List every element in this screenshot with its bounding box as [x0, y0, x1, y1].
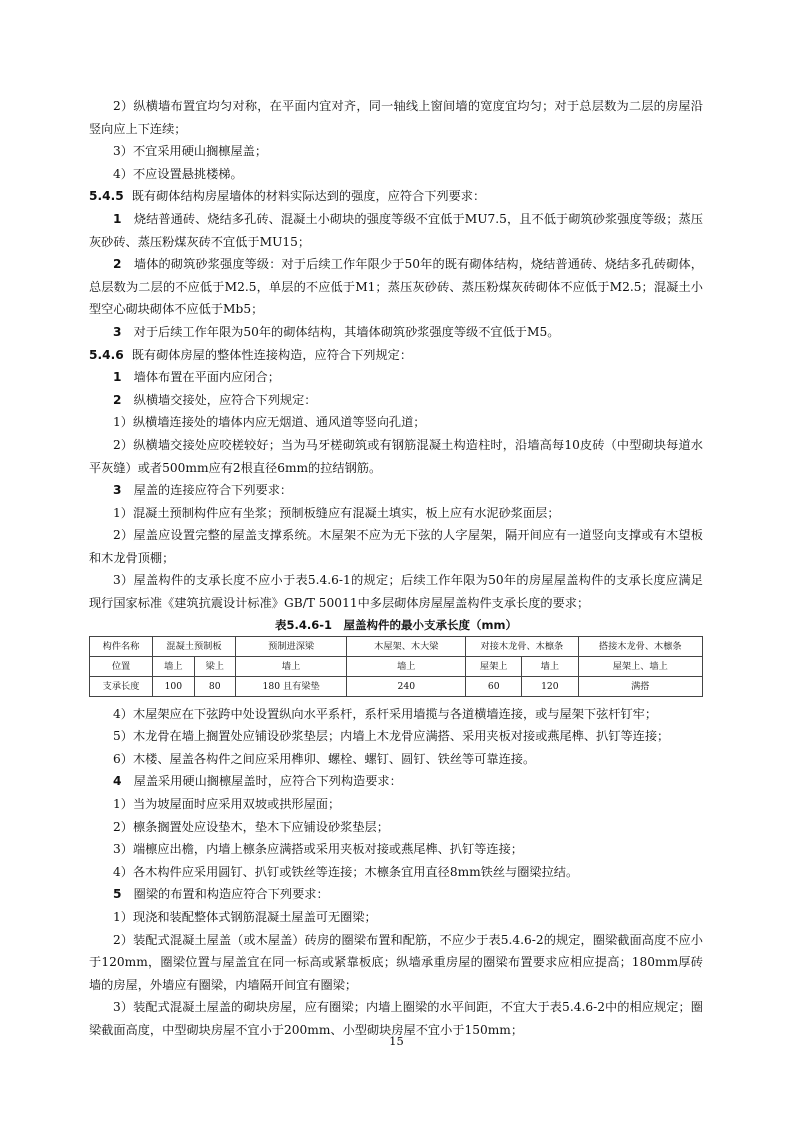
table-cell: 屋架上、墙上 [578, 656, 702, 676]
table-cell: 梁上 [194, 656, 235, 676]
list-item: 2 墙体的砌筑砂浆强度等级：对于后续工作年限少于50年的既有砌体结构，烧结普通砖、烧结多孔砖砌体，总层数为二层的不应低于M2.5，单层的不应低于M1；蒸压灰砂砖、蒸压粉煤灰砖砌体不应低于M2.5；混凝土小型空心砌块砌体不应低于Mb5； [89, 257, 703, 317]
sub-item: 6）木楼、屋盖各构件之间应采用榫卯、螺栓、螺钉、圆钉、铁丝等可靠连接。 [113, 751, 536, 766]
support-length-table [89, 636, 703, 697]
sub-item: 1）当为坡屋面时应采用双坡或拱形屋面； [113, 797, 341, 812]
table-cell: 满搭 [578, 676, 702, 696]
section-5-4-5 [89, 185, 703, 208]
table-cell: 240 [347, 676, 466, 696]
table-cell: 木屋架、木大梁 [347, 636, 466, 656]
sub-item: 3）端檩应出檐，内墙上檩条应满搭或采用夹板对接或燕尾榫、扒钉等连接； [113, 842, 523, 857]
table-cell: 预制进深梁 [235, 636, 346, 656]
table-row [90, 656, 703, 676]
document-body [89, 95, 703, 1042]
table-cell: 屋架上 [466, 656, 522, 676]
table-cell: 墙上 [235, 656, 346, 676]
list-item: 1 烧结普通砖、烧结多孔砖、混凝土小砌块的强度等级不宜低于MU7.5，且不低于砌筑砂浆强度等级；蒸压灰砂砖、蒸压粉煤灰砖不宜低于MU15； [89, 211, 703, 249]
table-cell: 80 [194, 676, 235, 696]
sub-item: 2）装配式混凝土屋盖（或木屋盖）砖房的圈梁布置和配筋，不应少于表5.4.6-2的规定，圈梁截面高度不应小于120mm，圈梁位置与屋盖宜在同一标高或紧靠板底；纵墙承重房屋的圈梁布置要求应相应提高；180mm厚砖墙的房屋，外墙应有圈梁，内墙隔开间宜有圈梁； [89, 932, 703, 992]
table-caption: 表5.4.6-1 屋盖构件的最小支承长度（mm） [275, 617, 517, 632]
list-item: 3 对于后续工作年限为50年的砌体结构，其墙体砌筑砂浆强度等级不宜低于M5。 [113, 324, 560, 339]
paragraphs-a [89, 95, 703, 185]
list-item: 4 屋盖采用硬山搁檩屋盖时，应符合下列构造要求： [113, 774, 402, 789]
table-cell: 构件名称 [90, 636, 153, 656]
list-item: 1 墙体布置在平面内应闭合； [113, 370, 280, 385]
sub-item: 1）现浇和装配整体式钢筋混凝土屋盖可无圈梁； [113, 910, 377, 924]
section-number: 5.4.5 [89, 189, 124, 204]
table-cell: 墙上 [153, 656, 195, 676]
table-cell: 100 [153, 676, 195, 696]
table-cell: 60 [466, 676, 522, 696]
sub-item: 4）木屋架应在下弦跨中处设置纵向水平系杆，系杆采用墙揽与各道横墙连接，或与屋架下弦杆钉牢； [113, 706, 658, 721]
section-5-4-6 [89, 344, 703, 367]
page-number: 15 [389, 1034, 404, 1048]
table-cell: 搭接木龙骨、木檩条 [578, 636, 702, 656]
table-cell: 墙上 [347, 656, 466, 676]
table-cell: 对接木龙骨、木檩条 [466, 636, 578, 656]
sub-item: 4）各木构件应采用圆钉、扒钉或铁丝等连接；木檩条宜用直径8mm铁丝与圈梁拉结。 [113, 864, 579, 879]
list-item: 3 屋盖的连接应符合下列要求： [113, 483, 293, 498]
sub-item: 1）混凝土预制构件应有坐浆；预制板缝应有混凝土填实，板上应有水泥砂浆面层； [113, 505, 560, 520]
table-cell: 180 且有梁垫 [235, 676, 346, 696]
paragraph: 4）不应设置悬挑楼梯。 [113, 166, 243, 181]
paragraph: 3）不宜采用硬山搁檩屋盖； [113, 144, 268, 159]
table-cell: 墙上 [522, 656, 578, 676]
sub-item: 2）屋盖应设置完整的屋盖支撑系统。木屋架不应为无下弦的人字屋架，隔开间应有一道竖向支撑或有木望板和木龙骨顶棚； [89, 528, 703, 565]
table-row [90, 636, 703, 656]
paragraph: 2）纵横墙布置宜均匀对称，在平面内宜对齐，同一轴线上窗间墙的宽度宜均匀；对于总层数为二层的房屋沿竖向应上下连续； [89, 99, 703, 136]
table-cell: 120 [522, 676, 578, 696]
list-item: 2 纵横墙交接处，应符合下列规定： [113, 392, 317, 407]
sub-item: 2）檩条搁置处应设垫木，垫木下应铺设砂浆垫层； [113, 819, 389, 834]
table-row [90, 676, 703, 696]
section-text: 既有砌体结构房屋墙体的材料实际达到的强度，应符合下列要求： [131, 189, 486, 204]
list-item: 5 圈梁的布置和构造应符合下列要求： [113, 887, 329, 902]
table-cell: 混凝土预制板 [153, 636, 236, 656]
sub-item: 1）纵横墙连接处的墙体内应无烟道、通风道等竖向孔道； [113, 415, 426, 430]
sub-item: 3）装配式混凝土屋盖的砌块房屋，应有圈梁；内墙上圈梁的水平间距，不宜大于表5.4.6-2中的相应规定；圈梁截面高度，中型砌块房屋不宜小于200mm、小型砌块房屋不宜小于150mm； [89, 1000, 703, 1037]
table-cell: 位置 [90, 656, 153, 676]
sub-item: 2）纵横墙交接处应咬槎较好；当为马牙槎砌筑或有钢筋混凝土构造柱时，沿墙高每10皮砖（中型砌块每道水平灰缝）或者500mm应有2根直径6mm的拉结钢筋。 [89, 437, 703, 475]
section-text: 既有砌体房屋的整体性连接构造，应符合下列规定： [131, 347, 413, 362]
sub-item: 3）屋盖构件的支承长度不应小于表5.4.6-1的规定；后续工作年限为50年的房屋屋盖构件的支承长度应满足现行国家标准《建筑抗震设计标准》GB/T 50011中多层砌体房屋屋盖构件支承长度的要求； [89, 573, 703, 611]
section-number: 5.4.6 [89, 347, 124, 362]
table-cell: 支承长度 [90, 676, 153, 696]
sub-item: 5）木龙骨在墙上搁置处应铺设砂浆垫层；内墙上木龙骨应满搭、采用夹板对接或燕尾榫、扒钉等连接； [113, 729, 670, 744]
